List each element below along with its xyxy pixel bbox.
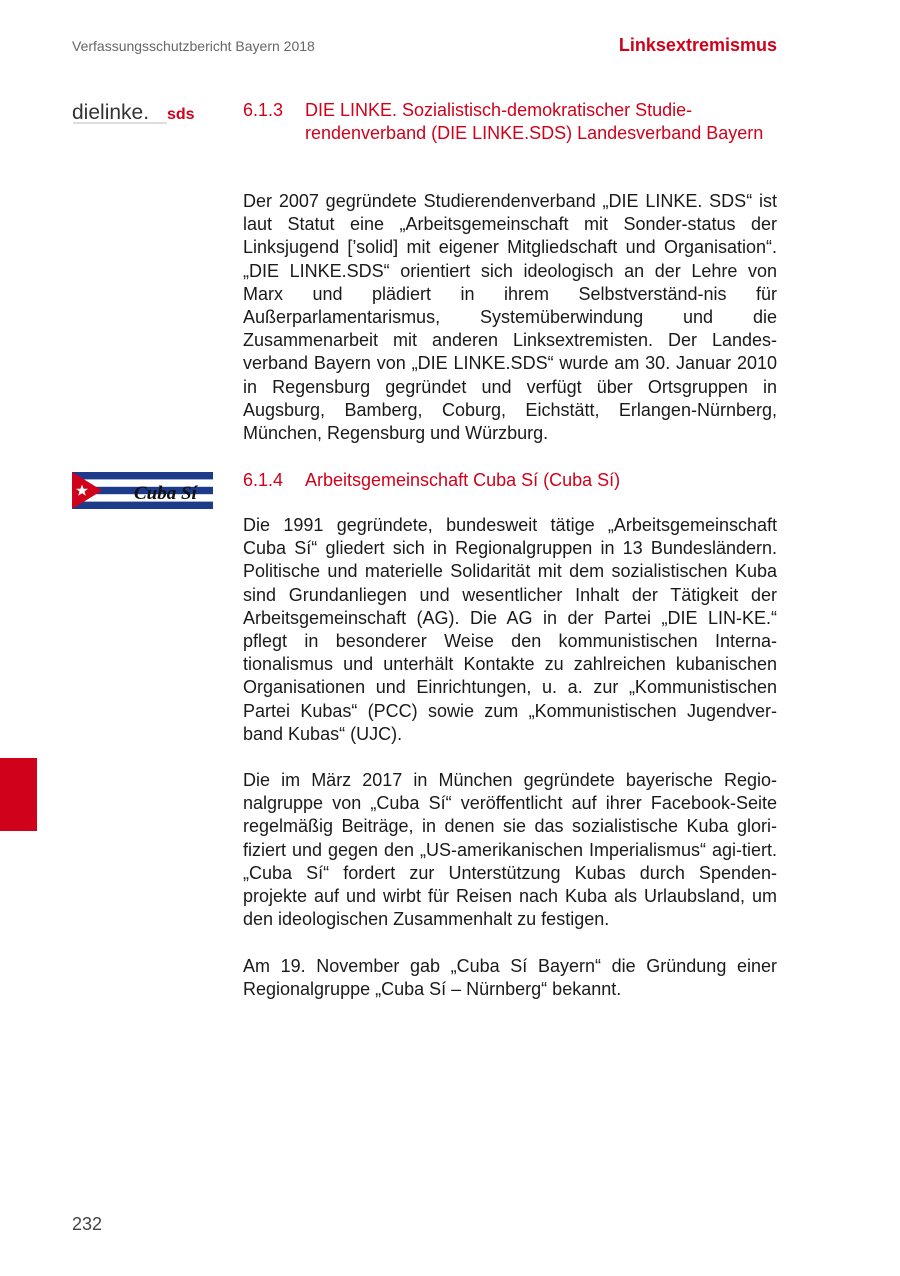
- logo-text: Cuba Sí: [134, 483, 197, 504]
- paragraph: Die 1991 gegründete, bundesweit tätige „Arbeitsgemeinschaft Cuba Sí“ gliedert sich in Regionalgruppen in 13 Bundesländern. Politische und materielle Solidarität mit dem sozialistischen Kuba sind Grundanliegen und wesentlicher Inhalt der Tätigkeit der Arbeitsgemeinschaft (AG). Die AG in der Partei „DIE LIN-KE.“ pflegt in besonderer Weise den kommunistischen Interna-tionalismus und unterhält Kontakte zu zahlreichen kubanischen Organisationen und Einrichtungen, u. a. zur „Kommunistischen Partei Kubas“ (PCC) sowie zum „Kommunistischen Jugendver-band Kubas“ (UJC).: [243, 515, 777, 744]
- paragraph: Die im März 2017 in München gegründete bayerische Regio-nalgruppe von „Cuba Sí“ veröffentlicht auf ihrer Facebook-Seite regelmäßig Beiträge, in denen sie das sozialistische Kuba glori-fiziert und gegen den „US-amerikanischen Imperialismus“ agi-tiert. „Cuba Sí“ fordert zur Unterstützung Kubas durch Spenden-projekte auf und wirbt für Reisen nach Kuba als Urlaubsland, um den ideologischen Zusammenhalt zu festigen.: [243, 770, 777, 930]
- page-number: 232: [72, 1214, 103, 1234]
- dielinke-sds-logo: [72, 100, 214, 124]
- running-header-left: Verfassungsschutzbericht Bayern 2018: [72, 38, 315, 54]
- paragraph: Am 19. November gab „Cuba Sí Bayern“ die Gründung einer Regionalgruppe „Cuba Sí – Nürnberg“ bekannt.: [243, 956, 777, 1000]
- logo-text-accent: sds: [167, 106, 195, 123]
- cuba-si-flag-logo: [72, 472, 213, 509]
- logo-text-main: dielinke.: [72, 101, 150, 124]
- section-heading-6-1-4: [243, 469, 783, 492]
- section-number: 6.1.3: [243, 100, 284, 120]
- section-heading-6-1-3: [243, 99, 783, 145]
- section-title: Arbeitsgemeinschaft Cuba Sí (Cuba Sí): [305, 470, 621, 490]
- section-title: DIE LINKE. Sozialistisch-demokratischer Studie-rendenverband (DIE LINKE.SDS) Landesverband Bayern: [305, 100, 764, 143]
- section-number: 6.1.4: [243, 470, 284, 490]
- chapter-tab-marker: [0, 758, 37, 831]
- paragraph: Der 2007 gegründete Studierendenverband „DIE LINKE. SDS“ ist laut Statut eine „Arbeitsgemeinschaft mit Sonder-status der Linksjugend [’solid] mit eigener Mitgliedschaft und Organisation“. „DIE LINKE.SDS“ orientiert sich ideologisch an der Lehre von Marx und plädiert in ihrem Selbstverständ-nis für Außerparlamentarismus, Systemüberwindung und die Zusammenarbeit mit anderen Linksextremisten. Der Landes-verband Bayern von „DIE LINKE.SDS“ wurde am 30. Januar 2010 in Regensburg gegründet und verfügt über Ortsgruppen in Augsburg, Bamberg, Coburg, Eichstätt, Erlangen-Nürnberg, München, Regensburg und Würzburg.: [243, 191, 777, 444]
- running-header-section: Linksextremismus: [618, 35, 777, 55]
